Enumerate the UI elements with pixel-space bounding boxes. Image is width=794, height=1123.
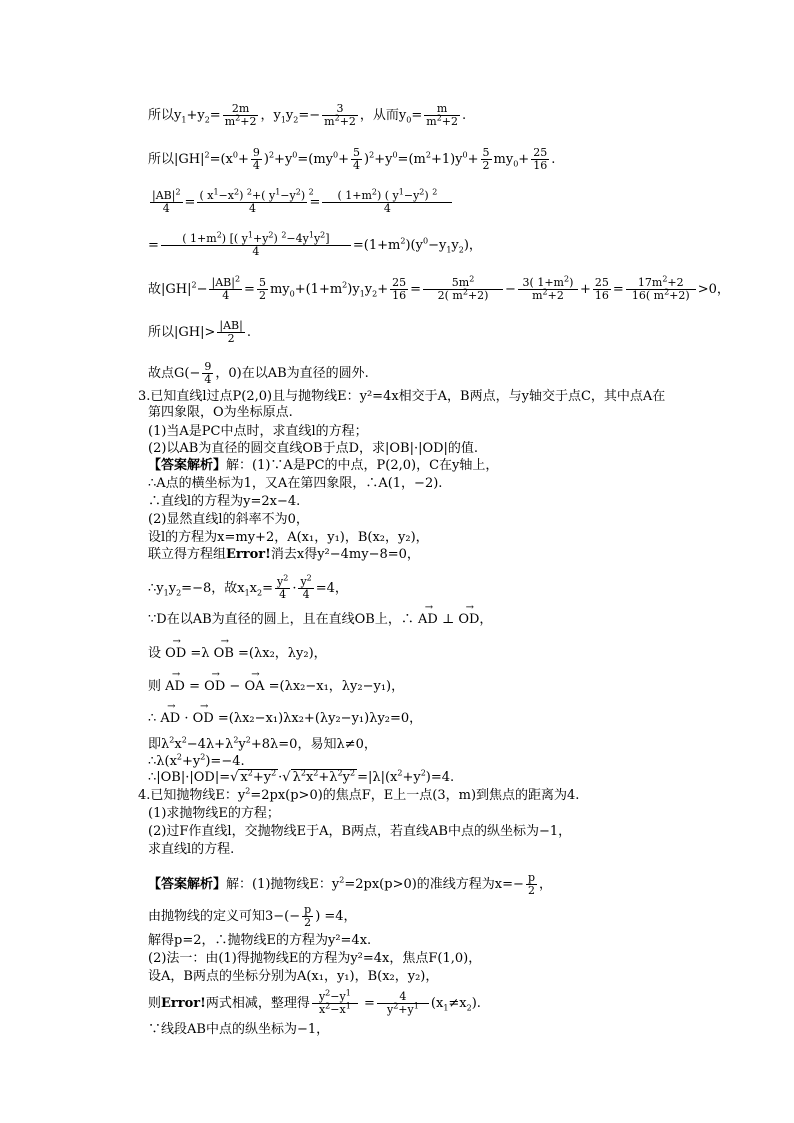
text-line: 所以$|GH|^2=(x^0+$ $\frac{9}{4}$ )$^2+y^0=(my^0+$ $\frac{5}{4}$ )$^2+y^0=(m^2+1)y^0+$ $\frac{5}{2}$ $my_0+$ $\frac{25}{16}$ . xyxy=(148,146,556,172)
text-span: 则 xyxy=(148,996,162,1011)
text-line: (2)显然直线l的斜率不为0， xyxy=(148,512,309,527)
vector-OD: → OD xyxy=(165,646,186,662)
text-line: 所以$y_1+y_2=$ $\frac{2m}{m^2+2}$ ，$y_1y_2=-$ $\frac{3}{m^2+2}$ ，从而$y_0=$ $\frac{m}{m^2+2}$ . xyxy=(148,102,467,128)
text-span: =λ xyxy=(190,646,210,661)
text-line: (2)过F作直线l，交抛物线E于A，B两点，若直线AB中点的纵坐标为−1， xyxy=(148,824,572,839)
text-line xyxy=(148,711,422,727)
text-line: 设A，B两点的坐标分别为A(x₁，y₁)，B(x₂，y₂)， xyxy=(148,969,439,984)
text-line: (2)以AB为直径的圆交直线OB于点D，求|OB|·|OD|的值. xyxy=(148,441,479,456)
answer-heading: 【答案解析】 xyxy=(148,458,227,473)
vector-OB: → OB xyxy=(214,646,234,662)
text-line: 由抛物线的定义可知3−(− $\frac{p}{2}$ ) =4， xyxy=(148,903,357,929)
text-span: ∴ xyxy=(148,711,157,726)
vector-AD: → AD xyxy=(418,612,438,628)
text-line: ∴A点的横坐标为1，又A在第四象限，∴A(1，−2). xyxy=(148,476,443,491)
text-line: 所以|GH|> $\frac{|AB|}{2}$ . xyxy=(148,319,251,345)
text-line: $\therefore\lambda(x^2+y^2)=-4$. xyxy=(148,752,245,769)
text-span: =(λx₂−x₁，λy₂−y₁)， xyxy=(268,679,405,694)
text-line: ∵线段AB中点的纵坐标为−1， xyxy=(148,1022,330,1037)
text-line: = $\frac{( 1+m^2) [( y^1+y^2) ^2-4y^1y^2]}{4}$ $=(1+m^2)(y^0-y_1y_2)$， xyxy=(148,230,482,258)
text-line: 【答案解析】解：(1)抛物线E：$y^2=2px(p>0)$的准线方程为x=− $\frac{p}{2}$ ， xyxy=(148,871,552,897)
text-span: =(λx₂−x₁)λx₂+(λy₂−y₁)λy₂=0， xyxy=(217,711,423,726)
text-line: 求直线l的方程. xyxy=(148,842,235,857)
text-line: 4.已知抛物线E：$y^2=2px(p>0)$的焦点F，E上一点(3，m)到焦点的距离为4. xyxy=(138,786,580,803)
text-span: =(λx₂，λy₂)， xyxy=(238,646,327,661)
text-line: ∴直线l的方程为y=2x−4. xyxy=(148,494,301,509)
text-line: 故$|GH|^2-$ $\frac{|AB|^2}{4}$ = $\frac{5}{2}$ $my_0+(1+m^2)y_1y_2+$ $\frac{25}{16}$ = $\frac{5m^2}{2( m^2+2)}$ − $\frac{3( 1+m^2)}{m^2+2}$ + $\frac{25}{16}$ = $\frac{17m^2+2}{16( m^2+2)}$ >0， xyxy=(148,274,730,302)
error-text: Error! xyxy=(226,547,271,562)
text-span: 消去x得y²−4my−8=0， xyxy=(270,547,420,562)
vector-OD: → OD xyxy=(193,711,214,727)
text-span: 联立得方程组 xyxy=(148,547,227,562)
text-line xyxy=(148,646,327,662)
text-span: ， xyxy=(479,612,493,627)
text-line: 第四象限，O为坐标原点. xyxy=(148,405,293,420)
text-line: (1)求抛物线E的方程； xyxy=(148,806,280,821)
text-span: 解：(1)∵A是PC的中点，P(2,0)，C在y轴上， xyxy=(226,458,499,473)
text-line: $\frac{|AB|^2}{4}$ = $\frac{( x^1-x^2) ^2+( y^1-y^2) ^2}{4}$ = $\frac{( 1+m^2) ( y^1-y^2) ^2}{4}$ xyxy=(148,190,454,215)
text-line: ∴|OB|·|OD|=√ $x^2+y^2$ ·√ $\lambda^2x^2+\lambda^2y^2 =|\lambda|(x^2+y^2)=4$. xyxy=(148,768,455,785)
vector-OA: → OA xyxy=(244,679,264,695)
text-line: 3.已知直线l过点P(2,0)且与抛物线E：y²=4x相交于A，B两点，与y轴交于点C，其中点A在 xyxy=(138,389,666,404)
vector-OD: → OD xyxy=(204,679,225,695)
vector-AD: → AD xyxy=(160,711,180,727)
text-span: ∵D在以AB为直径的圆上，且在直线OB上，∴ xyxy=(148,612,414,627)
text-span: ⊥ xyxy=(441,612,455,627)
text-line: 即$\lambda^2x^2-4\lambda+\lambda^2y^2+8\lambda=0$，易知λ≠0， xyxy=(148,735,377,752)
text-span: = xyxy=(189,679,201,694)
text-span: − xyxy=(229,679,241,694)
text-line xyxy=(148,612,492,628)
text-line: 故点G(− $\frac{9}{4}$ ，0)在以AB为直径的圆外. xyxy=(148,360,369,386)
text-line: 解得p=2，∴抛物线E的方程为y²=4x. xyxy=(148,933,372,948)
text-line xyxy=(148,458,498,474)
text-span: 则 xyxy=(148,679,162,694)
text-span: 设 xyxy=(148,646,162,661)
text-line: 设l的方程为x=my+2，A(x₁，y₁)，B(x₂，y₂)， xyxy=(148,530,429,545)
text-line xyxy=(148,679,404,695)
vector-AD: → AD xyxy=(165,679,185,695)
text-line xyxy=(148,547,420,563)
text-line: 则Error!两式相减，整理得 $\frac{y^2-y^1}{x^2-x^1}$ = $\frac{4}{y^2+y^1}$ $(x_1\ne x_2)$. xyxy=(148,988,481,1016)
text-span: · xyxy=(184,711,189,726)
text-line: (2)法一：由(1)得抛物线E的方程为y²=4x，焦点F(1,0)， xyxy=(148,951,482,966)
text-line: $\therefore y_1y_2=-8$，故$x_1x_2=$ $\frac{y^2}{4}$ · $\frac{y^2}{4}$ =4， xyxy=(148,573,348,601)
text-line: (1)当A是PC中点时，求直线l的方程； xyxy=(148,424,368,439)
vector-OD: → OD xyxy=(458,612,479,628)
